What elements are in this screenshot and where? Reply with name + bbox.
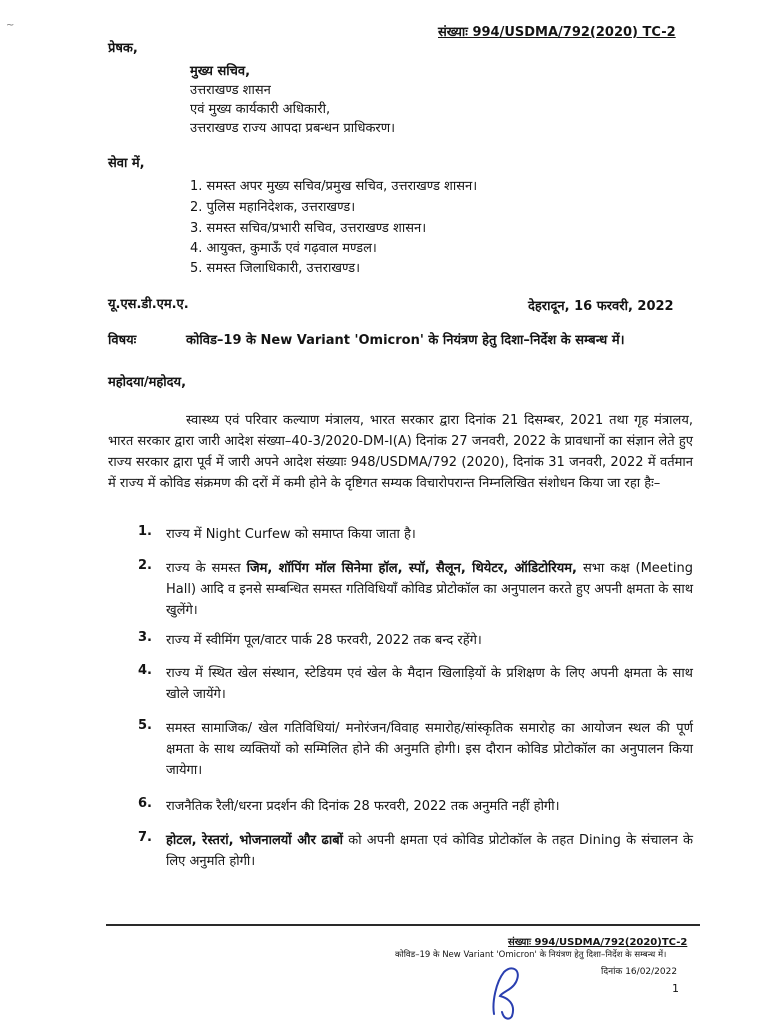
subject-label: विषयः — [108, 333, 137, 348]
item-rest: सभा कक्ष (Meeting Hall) आदि व इनसे सम्बन्धित समस्त गतिविधियाँ कोविड प्रोटोकॉल का अनुपालन करते हुए अपनी क्षमता के साथ खुलेंगे। — [166, 561, 693, 618]
margin-mark: ~ — [6, 20, 15, 31]
recipient-item: 4. आयुक्त, कुमाऊँ एवं गढ़वाल मण्डल। — [190, 241, 377, 256]
item-text: राजनैतिक रैली/धरना प्रदर्शन की दिनांक 28 फरवरी, 2022 तक अनुमति नहीं होगी। — [166, 799, 560, 814]
sender-line: मुख्य सचिव, — [190, 64, 251, 79]
recipient-item: 5. समस्त जिलाधिकारी, उत्तराखण्ड। — [190, 261, 361, 276]
item-lead: राज्य के समस्त — [166, 561, 247, 576]
item-number: 1. — [138, 524, 152, 539]
recipient-item: 3. समस्त सचिव/प्रभारी सचिव, उत्तराखण्ड शासन। — [190, 221, 427, 236]
item-text: राज्य में स्वीमिंग पूल/वाटर पार्क 28 फरवरी, 2022 तक बन्द रहेंगे। — [166, 633, 482, 648]
sender-line: उत्तराखण्ड राज्य आपदा प्रबन्धन प्राधिकरण। — [190, 121, 396, 136]
intro-paragraph: स्वास्थ्य एवं परिवार कल्याण मंत्रालय, भारत सरकार द्वारा दिनांक 21 दिसम्बर, 2021 तथा गृह मंत्रालय, भारत सरकार द्वारा जारी आदेश संख्या–40-3/2020-DM-I(A) दिनांक 27 जनवरी, 2022 के प्रावधानों का संज्ञान लेते हुए राज्य सरकार द्वारा पूर्व में जारी अपने आदेश संख्याः 948/USDMA/792 (2020), दिनांक 31 जनवरी, 2022 में वर्तमान में राज्य में कोविड संक्रमण की दरों में कमी होने के दृष्टिगत सम्यक विचारोपरान्त निम्नलिखित संशोधन किया जा रहा हैः– — [108, 413, 693, 491]
reference-number: संख्याः 994/USDMA/792(2020) TC-2 — [438, 25, 676, 40]
item-bold: होटल, रेस्तरां, भोजनालयों और ढाबों — [166, 833, 343, 848]
item-text — [166, 830, 693, 872]
item-bold: जिम, शॉपिंग मॉल सिनेमा हॉल, स्पॉ, सैलून, थियेटर, ऑडिटोरियम, — [246, 561, 577, 576]
item-number: 4. — [138, 663, 152, 678]
recipient-item: 2. पुलिस महानिदेशक, उत्तराखण्ड। — [190, 200, 356, 215]
item-number: 7. — [138, 830, 152, 845]
footer-subject: कोविड–19 के New Variant 'Omicron' के नियंत्रण हेतु दिशा–निर्देश के सम्बन्ध में। — [395, 950, 667, 960]
subject-text: कोविड–19 के New Variant 'Omicron' के नियंत्रण हेतु दिशा–निर्देश के सम्बन्ध में। — [186, 333, 625, 348]
item-text: राज्य में स्थित खेल संस्थान, स्टेडियम एवं खेल के मैदान खिलाड़ियों के प्रशिक्षण के लिए अपनी क्षमता के साथ खोले जायेंगे। — [166, 666, 693, 702]
place-date: देहरादून, 16 फरवरी, 2022 — [528, 299, 674, 314]
footer-date: दिनांक 16/02/2022 — [601, 967, 678, 977]
sender-line: उत्तराखण्ड शासन — [190, 83, 271, 98]
footer-rule — [106, 924, 700, 926]
item-number: 5. — [138, 718, 152, 733]
item-text: समस्त सामाजिक/ खेल गतिविधियां/ मनोरंजन/विवाह समारोह/सांस्कृतिक समारोह का आयोजन स्थल की पूर्ण क्षमता के साथ व्यक्तियों को सम्मिलित होने की अनुमति होगी। इस दौरान कोविड प्रोटोकॉल का अनुपालन किया जायेगा। — [166, 721, 693, 778]
item-rest: को अपनी क्षमता एवं कोविड प्रोटोकॉल के तहत Dining के संचालन के लिए अनुमति होगी। — [166, 833, 693, 869]
recipients-label: सेवा में, — [108, 156, 145, 171]
item-text — [166, 558, 693, 621]
sender-line: एवं मुख्य कार्यकारी अधिकारी, — [190, 102, 331, 117]
item-text: राज्य में Night Curfew को समाप्त किया जाता है। — [166, 527, 416, 542]
footer-reference: संख्याः 994/USDMA/792(2020)TC-2 — [508, 937, 688, 948]
page-number: 1 — [672, 982, 679, 995]
item-number: 3. — [138, 630, 152, 645]
salutation: महोदया/महोदय, — [108, 375, 187, 390]
item-number: 6. — [138, 796, 152, 811]
item-number: 2. — [138, 558, 152, 573]
signature-initial — [482, 962, 532, 1022]
issuer: यू.एस.डी.एम.ए. — [108, 297, 189, 312]
recipient-item: 1. समस्त अपर मुख्य सचिव/प्रमुख सचिव, उत्तराखण्ड शासन। — [190, 179, 478, 194]
sender-label: प्रेषक, — [108, 41, 138, 56]
